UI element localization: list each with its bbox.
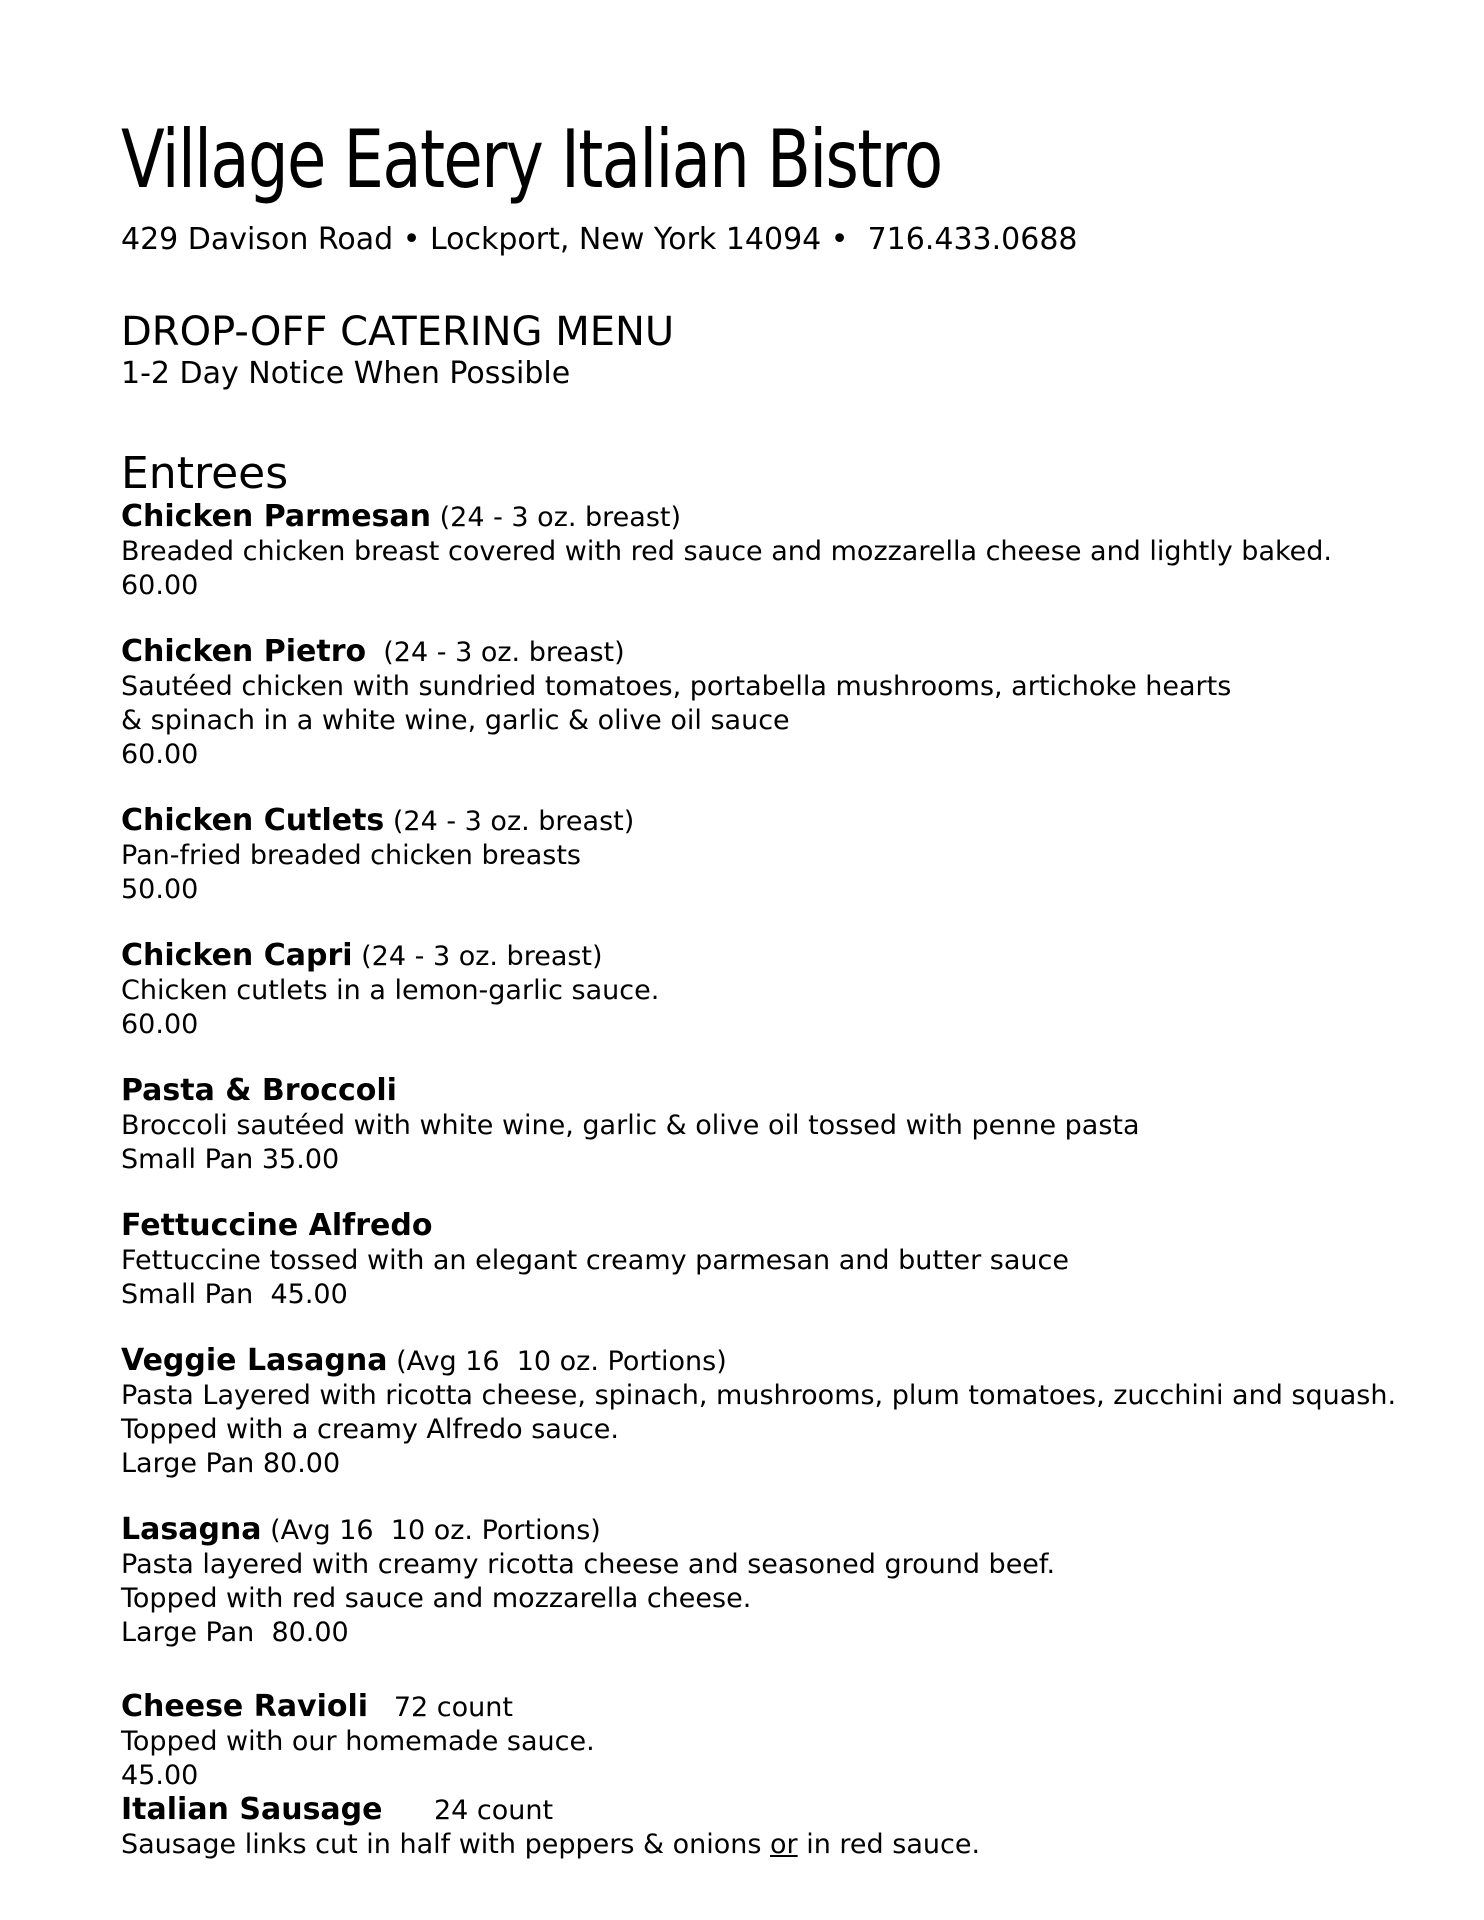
menu-item-italian-sausage <box>121 1793 1421 1862</box>
menu-item-chicken-pietro <box>121 635 1421 772</box>
menu-item-chicken-cutlets <box>121 804 1421 907</box>
item-portion: (24 - 3 oz. breast) <box>384 806 635 837</box>
item-portion: (Avg 16 10 oz. Portions) <box>387 1346 727 1377</box>
item-portion: (24 - 3 oz. breast) <box>431 502 682 533</box>
description-underlined-or: or <box>770 1829 798 1860</box>
section-title-entrees: Entrees <box>121 448 289 499</box>
item-description: Topped with a creamy Alfredo sauce. <box>121 1414 619 1445</box>
item-heading <box>121 1793 1421 1828</box>
item-description: Topped with red sauce and mozzarella cheese. <box>121 1583 752 1614</box>
item-heading <box>121 635 1421 670</box>
item-name: Chicken Pietro <box>121 634 367 669</box>
menu-item-fettuccine-alfredo <box>121 1209 1421 1312</box>
description-text: Sausage links cut in half with peppers & onions <box>121 1829 771 1860</box>
menu-item-cheese-ravioli <box>121 1690 1421 1793</box>
item-price: 60.00 <box>121 739 199 770</box>
item-heading <box>121 1074 1421 1109</box>
item-name: Pasta & Broccoli <box>121 1073 397 1108</box>
item-name: Italian Sausage <box>121 1792 383 1827</box>
item-description: Pasta layered with creamy ricotta cheese and seasoned ground beef. <box>121 1549 1056 1580</box>
item-heading <box>121 1209 1421 1244</box>
item-name: Chicken Cutlets <box>121 803 385 838</box>
item-description: Pasta Layered with ricotta cheese, spinach, mushrooms, plum tomatoes, zucchini and squash. <box>121 1380 1397 1411</box>
item-heading <box>121 500 1421 535</box>
item-description: Topped with our homemade sauce. <box>121 1726 595 1757</box>
item-description: Fettuccine tossed with an elegant creamy parmesan and butter sauce <box>121 1245 1069 1276</box>
item-name: Veggie Lasagna <box>121 1343 388 1378</box>
menu-notice: 1-2 Day Notice When Possible <box>121 356 571 391</box>
item-name: Chicken Capri <box>121 938 353 973</box>
restaurant-address: 429 Davison Road • Lockport, New York 14094 • 716.433.0688 <box>121 222 1078 257</box>
catering-menu-page <box>121 110 1421 1862</box>
item-price: 50.00 <box>121 874 199 905</box>
description-text: in red sauce. <box>797 1829 981 1860</box>
menu-item-chicken-capri <box>121 939 1421 1042</box>
item-portion: (24 - 3 oz. breast) <box>352 941 603 972</box>
item-description: Breaded chicken breast covered with red sauce and mozzarella cheese and lightly baked. <box>121 536 1332 567</box>
item-description: & spinach in a white wine, garlic & olive oil sauce <box>121 705 790 736</box>
item-price: 45.00 <box>121 1760 199 1791</box>
item-heading <box>121 804 1421 839</box>
item-heading <box>121 1690 1421 1725</box>
item-description: Sautéed chicken with sundried tomatoes, portabella mushrooms, artichoke hearts <box>121 671 1232 702</box>
menu-item-chicken-parmesan <box>121 500 1421 603</box>
item-description: Broccoli sautéed with white wine, garlic & olive oil tossed with penne pasta <box>121 1110 1140 1141</box>
item-heading <box>121 1344 1421 1379</box>
item-name: Cheese Ravioli <box>121 1689 369 1724</box>
entree-list <box>121 500 1421 1862</box>
item-count: 72 count <box>368 1692 513 1723</box>
item-portion: (24 - 3 oz. breast) <box>366 637 625 668</box>
item-heading <box>121 1513 1421 1548</box>
item-price: Small Pan 45.00 <box>121 1279 348 1310</box>
item-price: 60.00 <box>121 570 199 601</box>
menu-item-lasagna <box>121 1513 1421 1650</box>
item-count: 24 count <box>382 1795 554 1826</box>
menu-item-pasta-broccoli <box>121 1074 1421 1177</box>
item-description <box>121 1828 1421 1862</box>
item-heading <box>121 939 1421 974</box>
item-name: Chicken Parmesan <box>121 499 432 534</box>
menu-item-veggie-lasagna <box>121 1344 1421 1481</box>
item-portion: (Avg 16 10 oz. Portions) <box>261 1515 601 1546</box>
item-name: Lasagna <box>121 1512 262 1547</box>
item-price: 60.00 <box>121 1009 199 1040</box>
menu-title: DROP-OFF CATERING MENU <box>121 309 675 355</box>
item-description: Pan-fried breaded chicken breasts <box>121 840 581 871</box>
item-description: Chicken cutlets in a lemon-garlic sauce. <box>121 975 660 1006</box>
item-price: Large Pan 80.00 <box>121 1617 349 1648</box>
item-price: Small Pan 35.00 <box>121 1144 340 1175</box>
item-price: Large Pan 80.00 <box>121 1448 341 1479</box>
restaurant-name: Village Eatery Italian Bistro <box>121 113 942 206</box>
item-name: Fettuccine Alfredo <box>121 1208 433 1243</box>
